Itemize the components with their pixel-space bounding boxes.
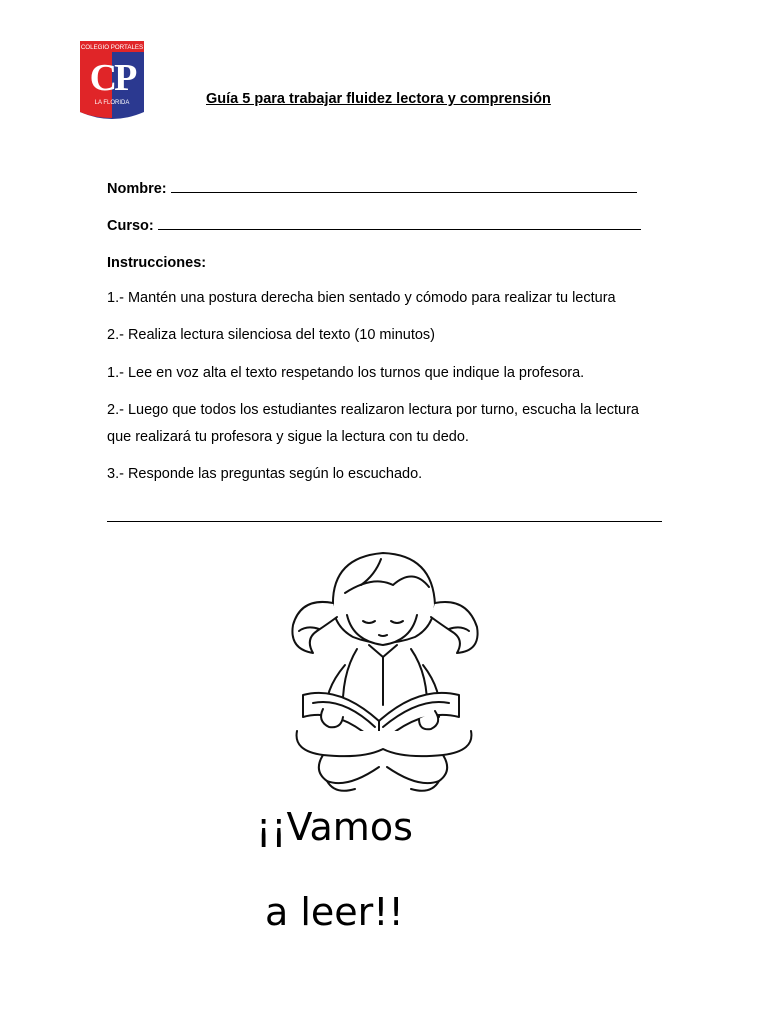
instruction-item: 1.- Lee en voz alta el texto respetando los turnos que indique la profesora.	[107, 365, 585, 381]
name-label: Nombre:	[107, 181, 167, 197]
course-blank-line[interactable]	[158, 217, 641, 230]
instruction-item: 3.- Responde las preguntas según lo escuchado.	[107, 466, 423, 482]
instruction-item: 2.- Realiza lectura silenciosa del texto (10 minutos)	[107, 327, 436, 343]
instruction-item: 2.- Luego que todos los estudiantes realizaron lectura por turno, escucha la lectura que realizará tu profesora y sigue la lectura con tu dedo.	[107, 402, 639, 445]
instructions-heading: Instrucciones:	[107, 255, 207, 271]
worksheet-title: Guía 5 para trabajar fluidez lectora y comprensión	[206, 91, 551, 107]
girl-reading-book-illustration	[283, 545, 485, 800]
school-crest-icon	[79, 40, 145, 122]
course-label: Curso:	[107, 218, 154, 234]
name-blank-line[interactable]	[171, 180, 637, 193]
instruction-item: 1.- Mantén una postura derecha bien sentado y cómodo para realizar tu lectura	[107, 290, 616, 306]
logo-bottom-text: LA FLORIDA	[94, 100, 130, 106]
name-field	[107, 180, 637, 197]
school-logo	[79, 40, 145, 122]
closing-line-1: ¡¡Vamos	[256, 805, 413, 849]
logo-initials: CP	[89, 57, 135, 99]
logo-top-text: COLEGIO PORTALES	[80, 44, 144, 51]
closing-line-2: a leer!!	[265, 890, 404, 934]
course-field	[107, 217, 641, 234]
section-divider	[107, 521, 662, 522]
